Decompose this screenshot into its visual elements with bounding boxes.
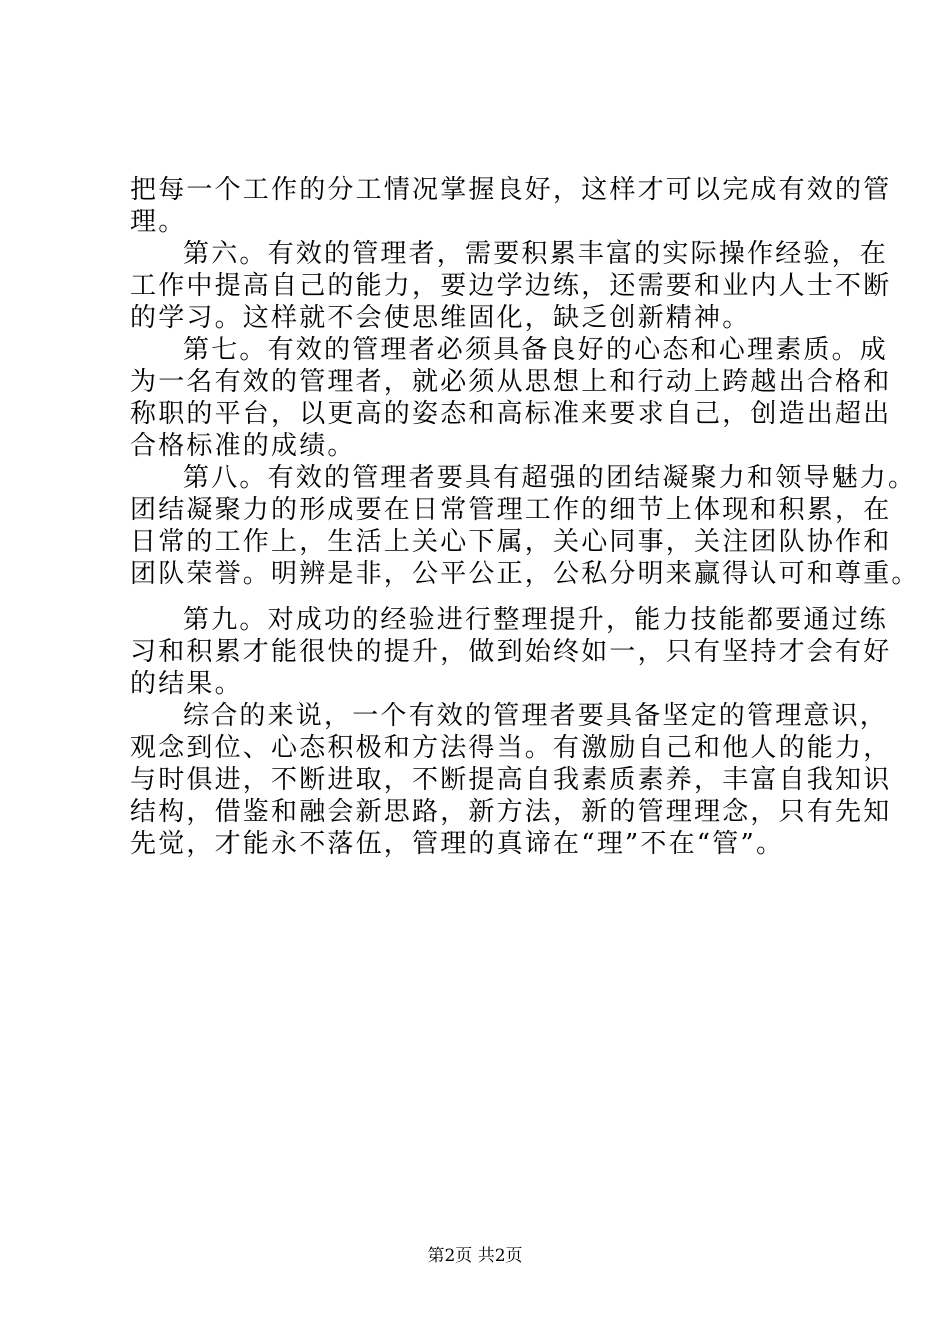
text-line: 把每一个工作的分工情况掌握良好，这样才可以完成有效的管 — [130, 175, 892, 205]
text-line: 团结凝聚力的形成要在日常管理工作的细节上体现和积累，在 — [130, 495, 892, 525]
paragraph-7-start: 第七。有效的管理者必须具备良好的心态和心理素质。成 — [183, 335, 889, 365]
text-line: 结构，借鉴和融会新思路，新方法，新的管理理念，只有先知 — [130, 797, 892, 827]
text-line: 团队荣誉。明辨是非，公平公正，公私分明来赢得认可和尊重。 — [130, 559, 920, 589]
page-footer: 第2页 共2页 — [427, 1246, 523, 1266]
text-line: 先觉，才能永不落伍，管理的真谛在“理”不在“管”。 — [130, 829, 785, 859]
text-line: 工作中提高自己的能力，要边学边练，还需要和业内人士不断 — [130, 271, 892, 301]
text-line: 合格标准的成绩。 — [130, 431, 356, 461]
text-line: 为一名有效的管理者，就必须从思想上和行动上跨越出合格和 — [130, 367, 892, 397]
text-line: 与时俱进，不断进取，不断提高自我素质素养，丰富自我知识 — [130, 765, 892, 795]
text-line: 的结果。 — [130, 669, 243, 699]
text-line: 习和积累才能很快的提升，做到始终如一，只有坚持才会有好 — [130, 637, 892, 667]
text-line: 称职的平台，以更高的姿态和高标准来要求自己，创造出超出 — [130, 399, 892, 429]
paragraph-8-start: 第八。有效的管理者要具有超强的团结凝聚力和领导魅力。 — [183, 463, 917, 493]
paragraph-9-start: 第九。对成功的经验进行整理提升，能力技能都要通过练 — [183, 605, 889, 635]
text-line: 观念到位、心态积极和方法得当。有激励自己和他人的能力， — [130, 733, 892, 763]
text-line: 理。 — [130, 207, 187, 237]
text-line: 日常的工作上，生活上关心下属，关心同事，关注团队协作和 — [130, 527, 892, 557]
paragraph-6-start: 第六。有效的管理者，需要积累丰富的实际操作经验，在 — [183, 239, 889, 269]
summary-paragraph-start: 综合的来说，一个有效的管理者要具备坚定的管理意识， — [183, 701, 889, 731]
text-line: 的学习。这样就不会使思维固化，缺乏创新精神。 — [130, 303, 751, 333]
